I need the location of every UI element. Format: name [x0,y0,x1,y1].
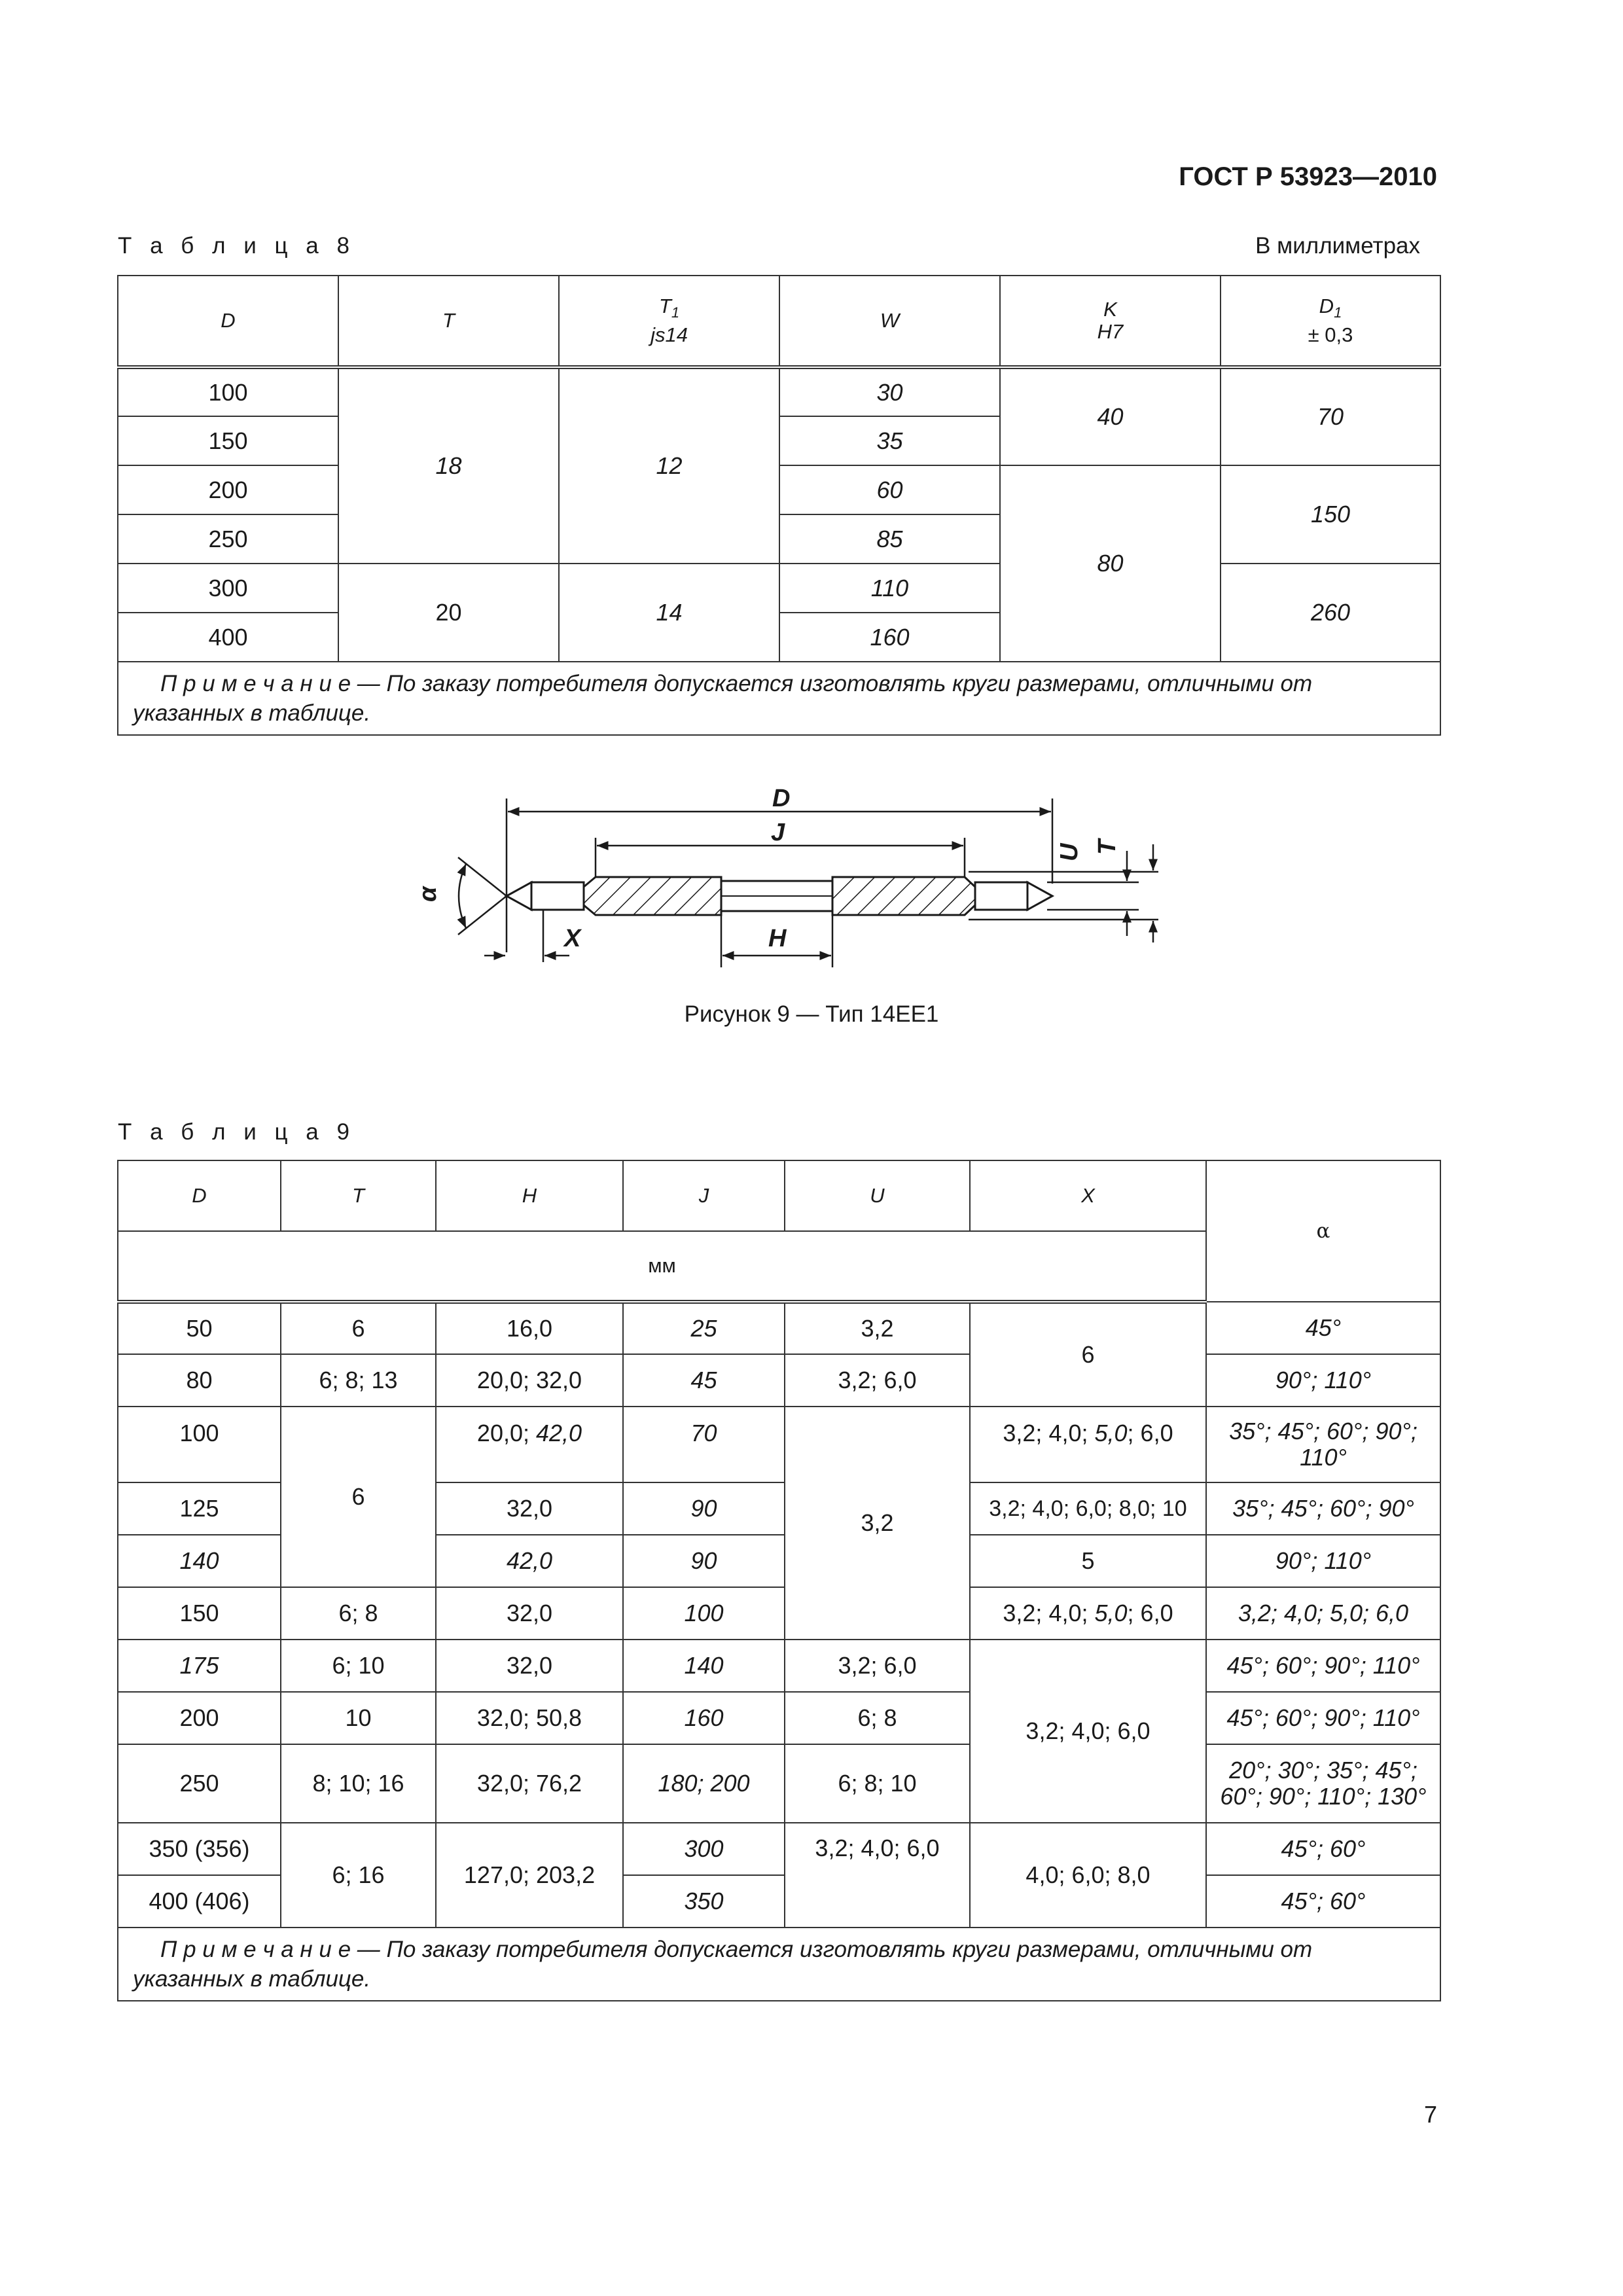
cell-u: 3,2; 6,0 [785,1640,970,1692]
cell-w: 35 [779,416,1000,465]
cell-t: 6 [281,1302,436,1354]
right-body [832,877,975,915]
table9-note [118,1928,1440,2001]
cell-d: 250 [118,514,338,564]
figure-label-d: D [772,785,791,812]
figure-label-j: J [771,819,785,846]
table8 [117,275,1441,736]
figure-label-x: X [564,925,581,952]
header-d: D [118,1160,281,1231]
cell-j: 90 [623,1535,785,1587]
cell-j: 45 [623,1354,785,1407]
document-header: ГОСТ Р 53923—2010 [1179,162,1437,191]
left-diamond-tip [507,882,531,910]
cell-t: 10 [281,1692,436,1744]
header-t1-symbol: T [658,294,671,317]
cell-w: 160 [779,613,1000,662]
header-d: D [118,276,338,367]
table9-caption: Т а б л и ц а 9 [118,1119,355,1145]
figure9-caption: Рисунок 9 — Тип 14EE1 [684,1001,939,1027]
cell-w: 85 [779,514,1000,564]
cell-u: 3,2; 6,0 [785,1354,970,1407]
cell-t: 20 [338,564,559,662]
header-d1-sub: 1 [1334,304,1342,321]
cell-x-part: 3,2; 4,0; [1003,1420,1095,1446]
cell-j: 140 [623,1640,785,1692]
cell-k: 80 [1000,465,1221,662]
cell-t1: 12 [559,367,779,564]
cell-d: 200 [118,465,338,514]
table9-note-row [118,1928,1440,2001]
cell-d: 100 [118,1407,281,1482]
cell-d: 80 [118,1354,281,1407]
table-row [118,367,1440,416]
cell-alpha: 45°; 60°; 90°; 110° [1206,1692,1440,1744]
cell-alpha: 3,2; 4,0; 5,0; 6,0 [1206,1587,1440,1640]
cell-alpha: 90°; 110° [1206,1535,1440,1587]
cell-t1: 14 [559,564,779,662]
cell-alpha: 35°; 45°; 60°; 90°; 110° [1206,1407,1440,1482]
left-rim [531,882,584,910]
cell-h-part-italic: 42,0 [536,1420,582,1446]
cell-h: 127,0; 203,2 [436,1823,623,1928]
cell-x: 3,2; 4,0; 6,0 [970,1640,1206,1823]
cell-x: 3,2; 4,0; 6,0; 8,0; 10 [970,1482,1206,1535]
header-alpha: α [1206,1160,1440,1302]
cell-alpha: 35°; 45°; 60°; 90° [1206,1482,1440,1535]
cell-d: 300 [118,564,338,613]
table8-caption: Т а б л и ц а 8 [118,233,355,259]
cell-d: 200 [118,1692,281,1744]
note-text: — По заказу потребителя допускается изготовлять круги размерами, отличными от указанных в таблице. [133,1937,1313,1992]
header-units: мм [118,1231,1206,1302]
table-row [118,465,1440,514]
cell-h: 42,0 [436,1535,623,1587]
cell-h: 32,0 [436,1482,623,1535]
cell-h [436,1407,623,1482]
cell-h: 32,0 [436,1640,623,1692]
cell-alpha: 45° [1206,1302,1440,1354]
header-d1-tolerance: ± 0,3 [1308,323,1353,347]
table9 [117,1160,1441,2001]
table8-units: В миллиметрах [1255,233,1420,259]
header-h: H [436,1160,623,1231]
header-t: T [338,276,559,367]
cell-j: 25 [623,1302,785,1354]
header-w: W [779,276,1000,367]
header-t1-tolerance: js14 [651,323,688,347]
cell-j: 350 [623,1875,785,1928]
cell-d: 100 [118,367,338,416]
cell-d: 175 [118,1640,281,1692]
header-k [1000,276,1221,367]
cell-alpha: 90°; 110° [1206,1354,1440,1407]
cell-x [970,1407,1206,1482]
note-label: П р и м е ч а н и е [160,671,351,696]
header-x: X [970,1160,1206,1231]
cell-d: 50 [118,1302,281,1354]
cell-u: 3,2 [785,1407,970,1640]
table8-note [118,662,1440,735]
right-diamond-tip [1027,882,1052,910]
header-k-tolerance: H7 [1097,320,1124,343]
table-row [118,564,1440,613]
cell-t: 6; 10 [281,1640,436,1692]
cell-t: 6 [281,1407,436,1587]
cell-d: 125 [118,1482,281,1535]
table-row [118,1692,1440,1744]
cell-u: 3,2 [785,1302,970,1354]
cell-x-part-italic: 5,0 [1094,1420,1128,1446]
cell-d: 400 (406) [118,1875,281,1928]
header-t1 [559,276,779,367]
cell-t: 6; 8; 13 [281,1354,436,1407]
cell-alpha: 45°; 60°; 90°; 110° [1206,1640,1440,1692]
table9-header-row [118,1160,1440,1231]
cell-t: 18 [338,367,559,564]
cell-h: 16,0 [436,1302,623,1354]
cell-x-part: 3,2; 4,0; [1003,1600,1095,1626]
cell-x: 6 [970,1302,1206,1407]
cell-u: 6; 8; 10 [785,1744,970,1823]
cell-k: 40 [1000,367,1221,465]
header-u: U [785,1160,970,1231]
cell-j: 90 [623,1482,785,1535]
cell-x: 5 [970,1535,1206,1587]
wheel-profile [507,877,1052,915]
cell-h: 20,0; 32,0 [436,1354,623,1407]
cell-t: 6; 8 [281,1587,436,1640]
cell-j: 100 [623,1587,785,1640]
cell-u: 3,2; 4,0; 6,0 [785,1823,970,1928]
cell-d: 350 (356) [118,1823,281,1875]
header-d1-symbol: D [1319,294,1334,317]
cell-j: 180; 200 [623,1744,785,1823]
cell-h: 32,0; 76,2 [436,1744,623,1823]
header-k-symbol: K [1103,298,1117,321]
table-row [118,1744,1440,1823]
cell-d1: 150 [1221,465,1440,564]
cell-d: 140 [118,1535,281,1587]
cell-d: 150 [118,1587,281,1640]
figure-label-t: T [1094,839,1121,855]
cell-alpha: 20°; 30°; 35°; 45°; 60°; 90°; 110°; 130° [1206,1744,1440,1823]
table8-note-row [118,662,1440,735]
cell-w: 30 [779,367,1000,416]
table8-header-row [118,276,1440,367]
cell-alpha: 45°; 60° [1206,1875,1440,1928]
cell-d: 150 [118,416,338,465]
table-row [118,1823,1440,1875]
table-row [118,1587,1440,1640]
cell-t: 8; 10; 16 [281,1744,436,1823]
cell-h: 32,0 [436,1587,623,1640]
table-row [118,1302,1440,1354]
cell-j: 300 [623,1823,785,1875]
figure-label-alpha: α [414,886,442,902]
figure9-drawing [393,772,1178,982]
right-rim [975,882,1027,910]
figure-label-h: H [768,925,787,952]
cell-w: 60 [779,465,1000,514]
cell-h: 32,0; 50,8 [436,1692,623,1744]
cell-w: 110 [779,564,1000,613]
header-t: T [281,1160,436,1231]
table-row [118,1640,1440,1692]
header-t1-sub: 1 [671,304,680,321]
cell-j: 160 [623,1692,785,1744]
cell-d: 250 [118,1744,281,1823]
page-number: 7 [1423,2101,1437,2128]
cell-x: 4,0; 6,0; 8,0 [970,1823,1206,1928]
figure-labels [414,785,1121,952]
cell-d1: 260 [1221,564,1440,662]
cell-x-part: ; 6,0 [1127,1420,1173,1446]
table-row [118,1354,1440,1407]
figure-label-u: U [1056,843,1083,861]
cell-x-part-italic: 5,0 [1094,1600,1128,1626]
note-text: — По заказу потребителя допускается изготовлять круги размерами, отличными от указанных в таблице. [133,671,1313,726]
cell-alpha: 45°; 60° [1206,1823,1440,1875]
cell-h-part: 20,0; [476,1420,536,1446]
cell-d: 400 [118,613,338,662]
cell-d1: 70 [1221,367,1440,465]
cell-x [970,1587,1206,1640]
table-row [118,1407,1440,1482]
note-label: П р и м е ч а н и е [160,1937,351,1962]
cell-x-part: ; 6,0 [1127,1600,1173,1626]
cell-t: 6; 16 [281,1823,436,1928]
header-j: J [623,1160,785,1231]
cell-u: 6; 8 [785,1692,970,1744]
header-d1 [1221,276,1440,367]
left-body [584,877,721,915]
cell-j: 70 [623,1407,785,1482]
